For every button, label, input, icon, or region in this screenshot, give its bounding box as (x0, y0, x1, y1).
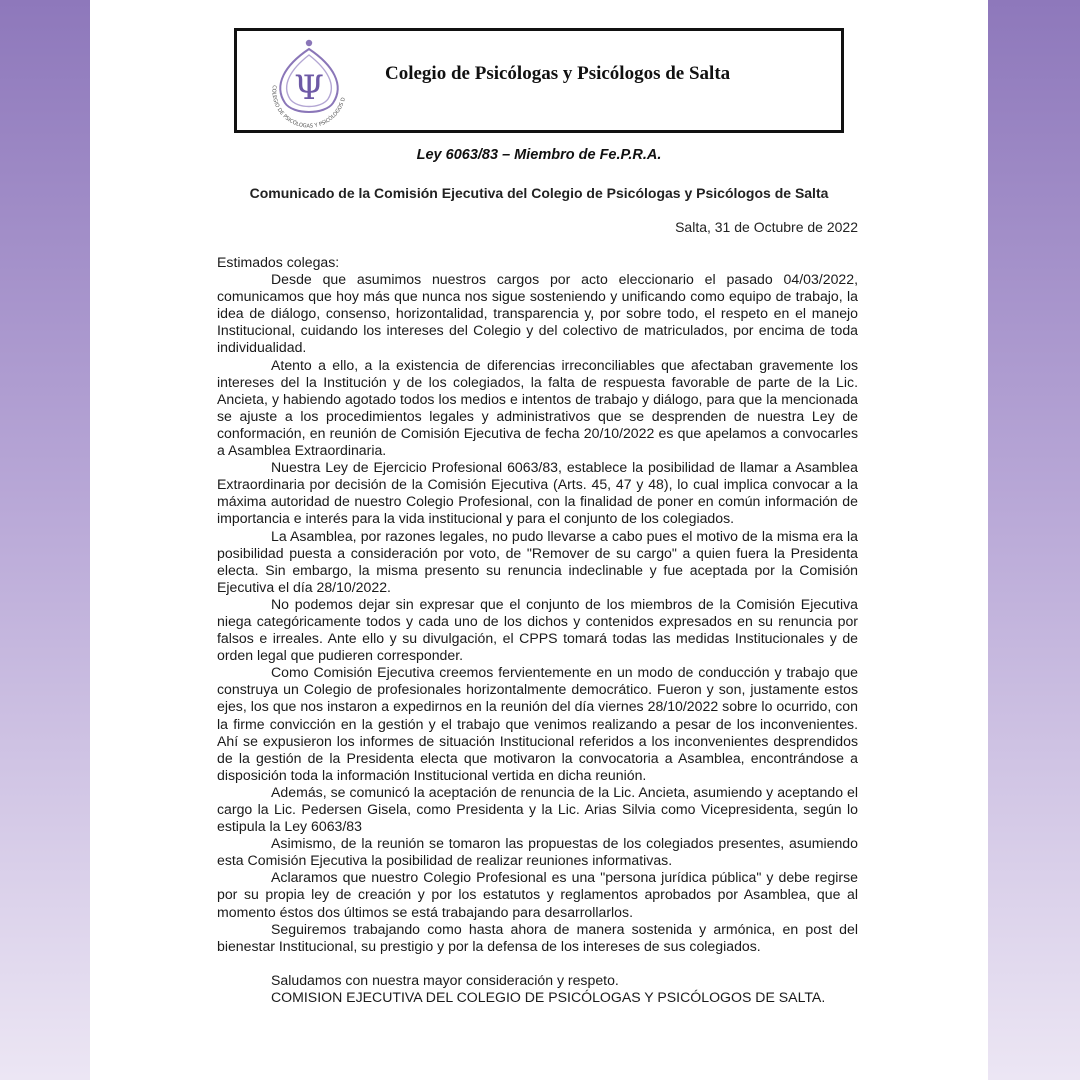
left-purple-border (0, 0, 90, 1080)
paragraph: Además, se comunicó la aceptación de renuncia de la Lic. Ancieta, asumiendo y aceptando el cargo la Lic. Pedersen Gisela, como Presidenta y la Lic. Arias Silvia como Vicepresidenta, según lo estipula la Ley 6063/83 (217, 783, 858, 835)
document-date: Salta, 31 de Octubre de 2022 (675, 219, 858, 235)
closing-line: Saludamos con nuestra mayor consideración y respeto. (271, 971, 619, 988)
paragraph: La Asamblea, por razones legales, no pudo llevarse a cabo pues el motivo de la misma era la posibilidad puesta a consideración por voto, de "Remover de su cargo" a quien fuera la Presidenta electa. Sin embargo, la misma presento su renuncia indeclinable y fue aceptada por la Comisión Ejecutiva el día 28/10/2022. (217, 527, 858, 595)
letter-body (217, 254, 858, 1006)
greeting: Estimados colegas: (217, 254, 340, 270)
paragraph: Aclaramos que nuestro Colegio Profesional es una "persona jurídica pública" y debe regirse por su propia ley de creación y por los estatutos y reglamentos aprobados por Asamblea, que al momento éstos dos últimos se está trabajando para desarrollarlos. (217, 869, 858, 920)
right-purple-border (988, 0, 1080, 1080)
paragraph: Nuestra Ley de Ejercicio Profesional 6063/83, establece la posibilidad de llamar a Asamblea Extraordinaria por decisión de la Comisión Ejecutiva (Arts. 45, 47 y 48), lo cual implica convocar a la máxima autoridad de nuestro Colegio Profesional, con la finalidad de poner en común información de importancia e interés para la vida institucional y para el conjunto de los colegiados. (217, 459, 858, 527)
paragraph: Desde que asumimos nuestros cargos por acto eleccionario el pasado 04/03/2022, comunicamos que hoy más que nunca nos sigue sosteniendo y unificando como equipo de trabajo, la idea de diálogo, consenso, horizontalidad, transparencia y, por sobre todo, el respeto en el manejo Institucional, cuidando los intereses del Colegio y del colectivo de matriculados, por encima de toda individualidad. (217, 271, 858, 356)
document-page (90, 0, 988, 1080)
paragraph: Asimismo, de la reunión se tomaron las propuestas de los colegiados presentes, asumiendo esta Comisión Ejecutiva la posibilidad de realizar reuniones informativas. (217, 835, 858, 869)
paragraph: Seguiremos trabajando como hasta ahora de manera sostenida y armónica, en post del bienestar Institucional, su prestigio y por la defensa de los intereses de sus colegiados. (217, 920, 858, 954)
paragraph: No podemos dejar sin expresar que el conjunto de los miembros de la Comisión Ejecutiva niega categóricamente todos y cada uno de los dichos y contenidos expresados en su renuncia por falsos e irreales. Ante ello y su divulgación, el CPPS tomará todas las medidas Institucionales y de orden legal que pudieren corresponder. (217, 595, 858, 664)
letterhead-box (234, 28, 844, 133)
college-logo-icon (259, 37, 359, 131)
spacer (217, 955, 858, 972)
organization-name: Colegio de Psicólogas y Psicólogos de Salta (385, 63, 731, 84)
logo-arc-text: COLEGIO DE PSICÓLOGAS Y PSICÓLOGOS D (270, 84, 347, 130)
law-subtitle: Ley 6063/83 – Miembro de Fe.P.R.A. (416, 147, 662, 163)
paragraph: Como Comisión Ejecutiva creemos fervientemente en un modo de conducción y trabajo que construya un Colegio de profesionales horizontalmente democrático. Fueron y son, justamente estos ejes, los que nos instaron a expedirnos en la reunión del día viernes 28/10/2022 sobre lo ocurrido, con la firme convicción en la gestión y el trabajo que venimos realizando a pesar de los inconvenientes. Ahí se expusieron los informes de situación Institucional referidos a los inconvenientes desprendidos de la gestión de la Presidenta electa que motivaron la convocatoria a Asamblea, encontrándose a disposición toda la información Institucional vertida en dicha reunión. (217, 664, 858, 783)
signature-line: COMISION EJECUTIVA DEL COLEGIO DE PSICÓLOGAS Y PSICÓLOGOS DE SALTA. (271, 988, 826, 1005)
psi-symbol: Ψ (294, 68, 324, 108)
document-title: Comunicado de la Comisión Ejecutiva del Colegio de Psicólogas y Psicólogos de Salta (249, 185, 829, 201)
paragraph: Atento a ello, a la existencia de diferencias irreconciliables que afectaban gravemente los intereses del la Institución y de los colegiados, la falta de respuesta favorable de parte de la Lic. Ancieta, y habiendo agotado todos los medios e intentos de trabajo y diálogo, para que la mencionada se ajuste a los procedimientos legales y administrativos que se desprenden de nuestra Ley de conformación, en reunión de Comisión Ejecutiva de fecha 20/10/2022 es que apelamos a convocarles a Asamblea Extraordinaria. (217, 356, 858, 459)
